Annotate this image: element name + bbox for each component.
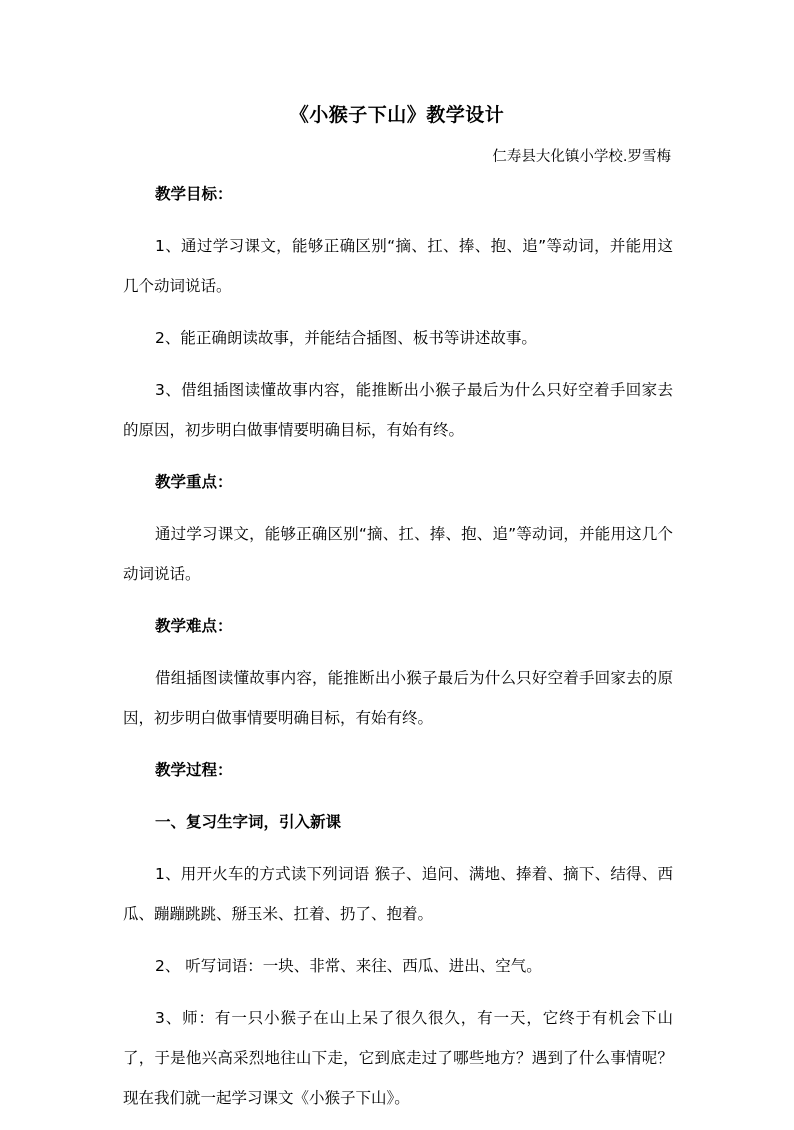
section-heading-review: 一、复习生字词，引入新课 — [155, 813, 342, 831]
key-points-text: 通过学习课文，能够正确区别“摘、扛、捧、抱、追”等动词，并能用这几个动词说话。 — [123, 525, 673, 583]
objective-3: 3、借组插图读懂故事内容，能推断出小猴子最后为什么只好空着手回家去的原因，初步明白做事情要明确目标，有始有终。 — [123, 381, 673, 439]
document-body — [123, 174, 673, 1130]
heading-process: 教学过程： — [155, 761, 233, 779]
objective-1: 1、通过学习课文，能够正确区别“摘、扛、捧、抱、追”等动词，并能用这几个动词说话。 — [123, 237, 673, 295]
objective-2: 2、能正确朗读故事，并能结合插图、板书等讲述故事。 — [155, 329, 537, 347]
difficulties-text: 借组插图读懂故事内容，能推断出小猴子最后为什么只好空着手回家去的原因，初步明白做事情要明确目标，有始有终。 — [123, 669, 673, 727]
heading-key-points: 教学重点： — [155, 473, 233, 491]
process-step-3: 3、师：有一只小猴子在山上呆了很久很久，有一天，它终于有机会下山了，于是他兴高采烈地往山下走，它到底走过了哪些地方？遇到了什么事情呢？现在我们就一起学习课文《小猴子下山》。 — [123, 1009, 673, 1107]
process-step-2: 2、 听写词语：一块、非常、来往、西瓜、进出、空气。 — [155, 957, 542, 975]
heading-difficulties: 教学难点： — [155, 617, 233, 635]
heading-objectives: 教学目标： — [155, 185, 233, 203]
process-step-1: 1、用开火车的方式读下列词语 猴子、追问、满地、捧着、摘下、结得、西瓜、蹦蹦跳跳、掰玉米、扛着、扔了、抱着。 — [123, 865, 673, 923]
author-line: 仁寿县大化镇小学校.罗雪梅 — [492, 149, 671, 165]
document-title: 《小猴子下山》教学设计 — [289, 104, 505, 126]
